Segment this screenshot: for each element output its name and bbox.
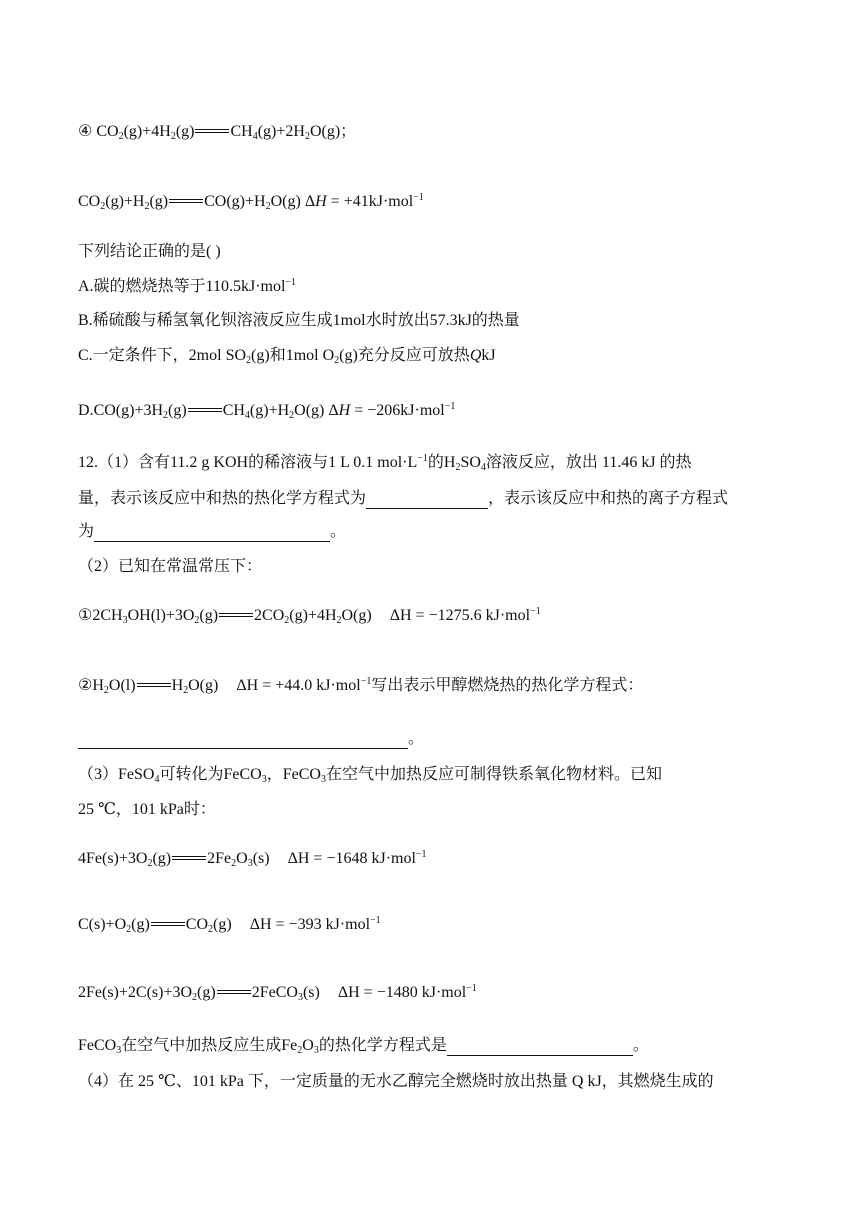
equation-4: ④ $CO_2(g)+4H_2(g)$ $CH_4(g)+2H_2O(g)$；: [78, 123, 357, 142]
q12-part1-line3: 为 。: [78, 523, 347, 540]
q12-part2-intro: （2）已知在常温常压下：: [78, 558, 263, 575]
answer-blank[interactable]: [78, 732, 408, 749]
question-stem: 下列结论正确的是( ): [78, 243, 221, 260]
enthalpy: ΔH = +41kJ·mol$^{-1}$: [304, 192, 424, 210]
equals-arrow: [217, 989, 251, 997]
enthalpy: ΔH = −206kJ·mol$^{-1}$: [328, 401, 456, 419]
option-b: B.稀硫酸与稀氢氧化钡溶液反应生成1mol水时放出57.3kJ的热量: [78, 312, 520, 329]
equals-arrow: [195, 128, 229, 136]
q12-part3-line1: （3）FeSO$_4$可转化为FeCO$_3$，FeCO$_3$在空气中加热反应可制得铁系氧化物材料。已知: [78, 766, 662, 785]
methanol-combustion-equation: $①2CH_3OH(l)+3O_2(g)$ $2CO_2(g)+4H_2O(g) \Delta H = -1275.6$ kJ·mol$^{-1}$: [78, 606, 541, 626]
q12-part4-line1: （4）在 25 ℃、101 kPa 下，一定质量的无水乙醇完全燃烧时放出热量 Q kJ，其燃烧生成的: [78, 1073, 714, 1090]
equals-arrow: [151, 921, 185, 929]
iron-oxide-equation: $4Fe(s)+3O_2(g)$ $2Fe_2O_3(s) \Delta H = -1648$ kJ·mol$^{-1}$: [78, 849, 427, 869]
equation-5: $CO_2(g)+H_2(g)$ $CO(g)+H_2O(g) \Delta H = +41kJ\cdot mol^{-1}$: [78, 192, 424, 212]
equals-arrow: [188, 407, 222, 415]
q12-part1-line2: 量，表示该反应中和热的热化学方程式为 ，表示该反应中和热的离子方程式: [78, 490, 729, 507]
q12-part1-line1: 12.（1）含有11.2 g KOH的稀溶液与1 L 0.1 $mol\cdot L^{-1}$的$H_2SO_4$溶液反应，放出 11.46 kJ 的热: [78, 453, 692, 473]
equals-arrow: [219, 612, 253, 620]
iron-carbonate-equation: $2Fe(s)+2C(s)+3O_2(g)$ 2FeCO$_3$(s) ΔH = −1480 kJ·mol$^{-1}$: [78, 983, 477, 1003]
q12-part2-answer-line: 。: [78, 729, 424, 749]
water-vaporization-equation: $②H_2O(l)$ $H_2O(g) \Delta H = +44.0$ kJ·mol$^{-1}$写出表示甲醇燃烧热的热化学方程式：: [78, 676, 644, 696]
answer-blank[interactable]: [366, 492, 488, 509]
equals-arrow: [172, 855, 206, 863]
answer-blank[interactable]: [94, 525, 330, 542]
option-c: C.一定条件下，2mol $SO_2(g)$和1mol $O_2(g)$充分反应可放热QkJ: [78, 347, 496, 366]
q12-part3-line2: 25 ℃，101 kPa时：: [78, 801, 216, 818]
equals-arrow: [169, 198, 203, 206]
option-d: $D.CO(g)+3H_2(g)$ $CH_4(g)+H_2O(g) \Delta H = -206kJ\cdot mol^{-1}$: [78, 401, 456, 421]
q12-part3-question: FeCO$_3$在空气中加热反应生成$Fe_2O_3$的热化学方程式是 。: [78, 1037, 649, 1056]
equals-arrow: [137, 682, 171, 690]
option-a: A.碳的燃烧热等于110.5kJ·mol$^{-1}$: [78, 277, 297, 295]
item-label: ④: [78, 123, 93, 140]
carbon-combustion-equation: $C(s)+O_2(g)$ $CO_2(g) \Delta H = -393$ kJ·mol$^{-1}$: [78, 915, 381, 935]
answer-blank[interactable]: [447, 1039, 633, 1056]
